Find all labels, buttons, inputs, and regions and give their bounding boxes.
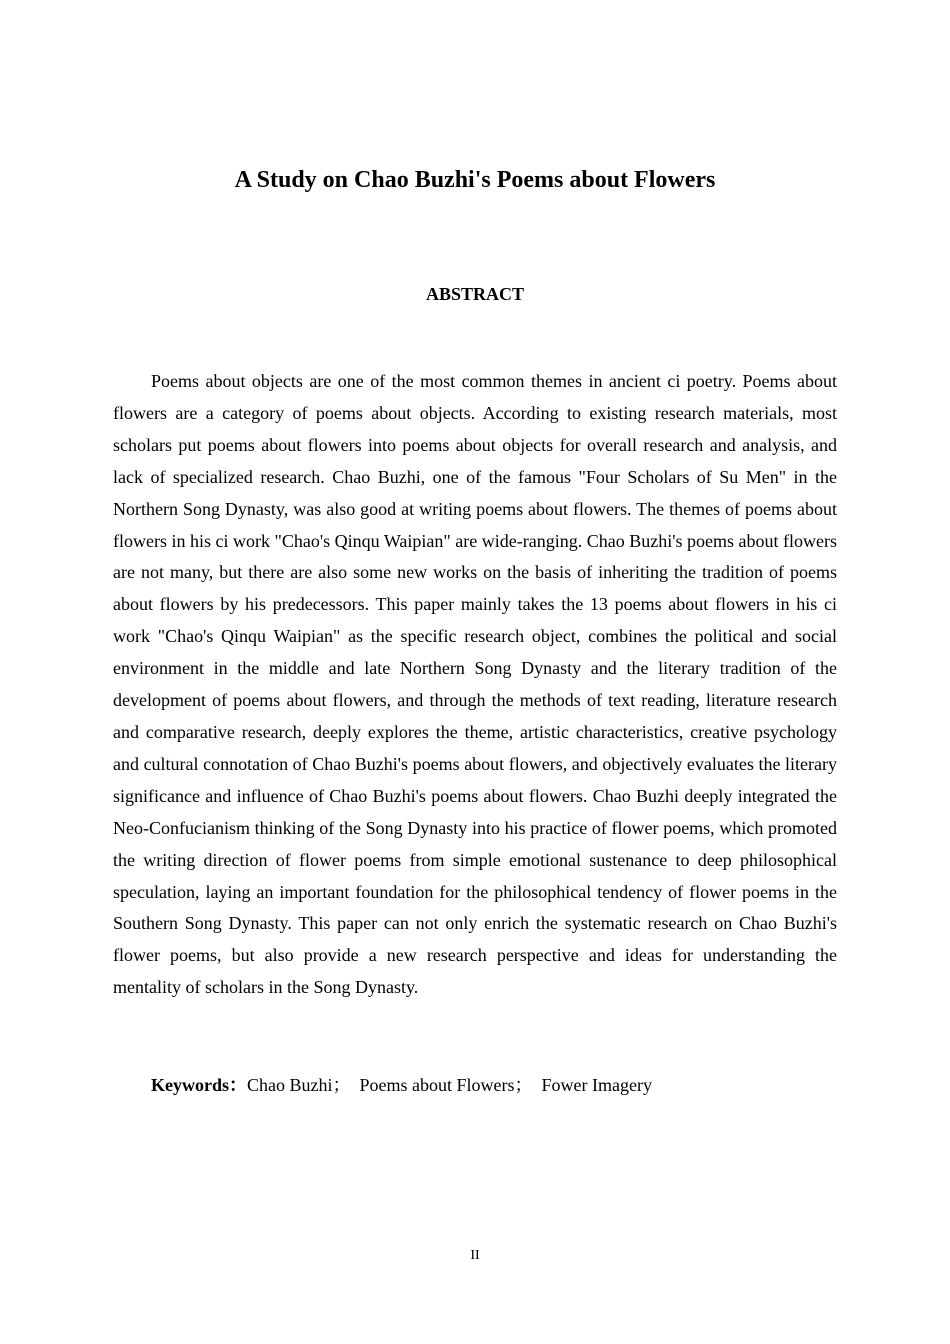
keywords-label: Keywords：	[151, 1075, 247, 1095]
paper-title: A Study on Chao Buzhi's Poems about Flowers	[234, 167, 716, 193]
abstract-heading: ABSTRACT	[425, 284, 525, 304]
abstract-body: Poems about objects are one of the most common themes in ancient ci poetry. Poems about flowers are a category of poems about objects. According to existing research materials, most scholars put poems about flowers into poems about objects for overall research and analysis, and lack of specialized research. Chao Buzhi, one of the famous "Four Scholars of Su Men" in the Northern Song Dynasty, was also good at writing poems about flowers. The themes of poems about flowers in his ci work "Chao's Qinqu Waipian" are wide-ranging. Chao Buzhi's poems about flowers are not many, but there are also some new works on the basis of inheriting the tradition of poems about flowers by his predecessors. This paper mainly takes the 13 poems about flowers in his ci work "Chao's Qinqu Waipian" as the specific research object, combines the political and social environment in the middle and late Northern Song Dynasty and the literary tradition of the development of poems about flowers, and through the methods of text reading, literature research and comparative research, deeply explores the theme, artistic characteristics, creative psychology and cultural connotation of Chao Buzhi's poems about flowers, and objectively evaluates the literary significance and influence of Chao Buzhi's poems about flowers. Chao Buzhi deeply integrated the Neo-Confucianism thinking of the Song Dynasty into his practice of flower poems, which promoted the writing direction of flower poems from simple emotional sustenance to deep philosophical speculation, laying an important foundation for the philosophical tendency of flower poems in the Southern Song Dynasty. This paper can not only enrich the systematic research on Chao Buzhi's flower poems, but also provide a new research perspective and ideas for understanding the mentality of scholars in the Song Dynasty.	[113, 371, 837, 998]
keywords-list: Chao Buzhi； Poems about Flowers； Fower Imagery	[247, 1075, 652, 1095]
page-number: II	[470, 1248, 480, 1263]
keywords-line	[151, 1070, 851, 1100]
